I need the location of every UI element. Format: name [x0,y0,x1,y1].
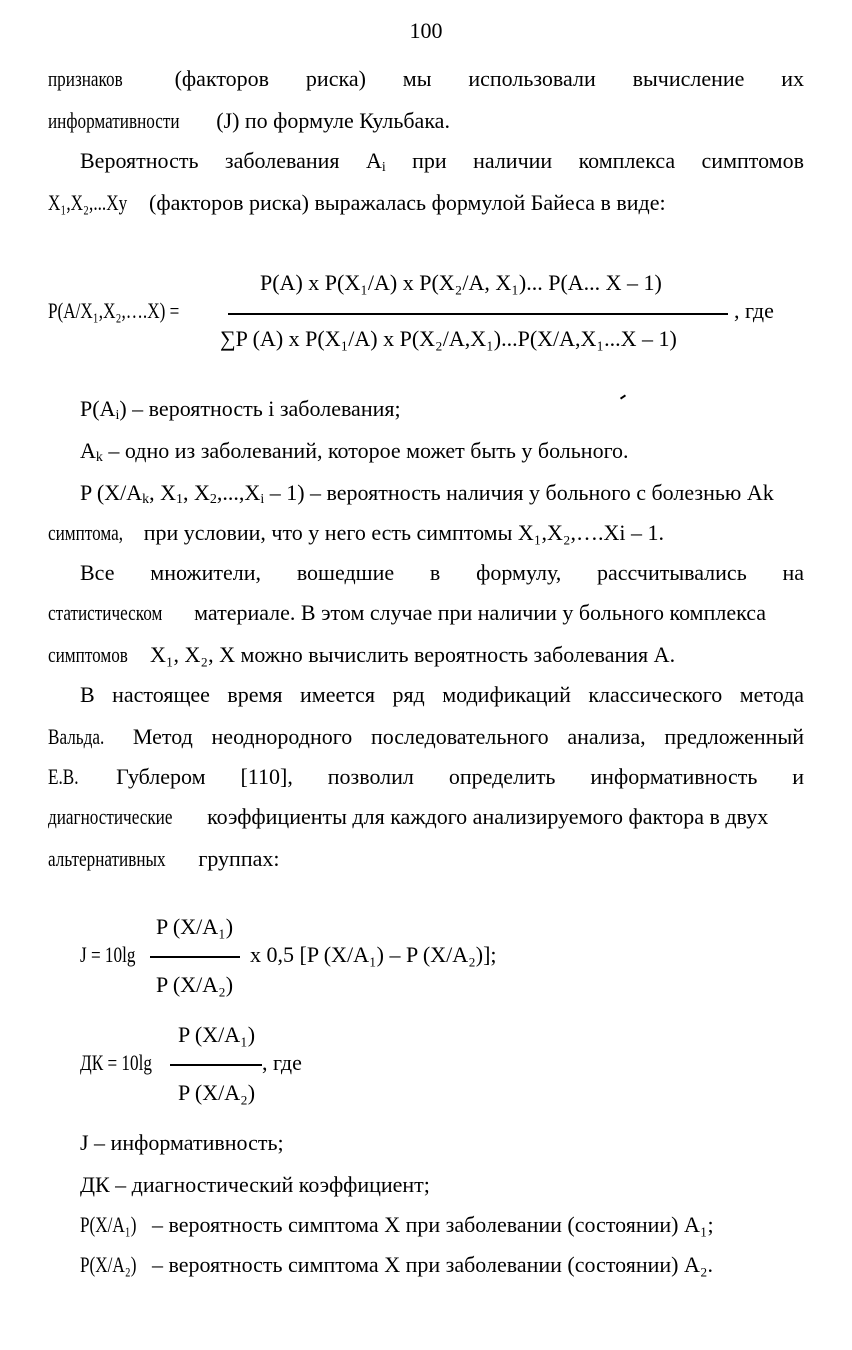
text-word: вошедшие [296,560,395,585]
text-word: заболевания [224,148,340,173]
formula-text: J = 10lg [80,942,136,967]
paragraph4-line2 [48,722,804,752]
text-word: метода [739,682,805,707]
text-word: рассчитывались [597,560,747,585]
text-word: мы [402,66,432,91]
text-word: вычисление [632,66,745,91]
text-word: ряд [392,682,425,707]
text-word: симптома, [48,520,124,545]
text-word: альтернативных [48,846,166,871]
subscript: i [381,160,386,175]
text-word: и [792,764,805,789]
text-word: симптомов [48,642,128,667]
text-word: последовательного [370,724,549,749]
text-word: определить [448,764,556,789]
text-word: формулу, [476,560,562,585]
bayes-fraction-line [228,313,728,315]
text-word: Е.В. [48,764,79,789]
paragraph2-line2 [48,188,804,218]
text-word: множители, [150,560,262,585]
def-pai [80,394,804,424]
text-word: риска) [305,66,366,91]
text-word: X₁,X₂,...Xy [48,190,128,215]
def-dk: ДК – диагностический коэффициент; [80,1172,430,1197]
text-word: Гублером [116,764,206,789]
text-word: при [412,148,447,173]
text-word: их [781,66,805,91]
text-span: ,...,X [216,480,261,505]
formula-j-denominator: P (X/A₂) [156,972,234,997]
def-pxa-line1 [80,478,804,508]
text-word: настоящее [112,682,210,707]
text-span: материале. В этом случае при наличии у больного комплекса [188,600,767,625]
text-word: комплекса [578,148,676,173]
formula-text: P(A/X₁,X₂,….X) = [48,298,180,323]
text-word: (факторов [174,66,270,91]
text-word: в [429,560,441,585]
text-word: анализа, [567,724,646,749]
text-word: неоднородного [211,724,353,749]
formula-j-lhs [80,940,145,970]
text-word: имеется [300,682,375,707]
subscript: 1 [176,492,184,507]
text-span: группах: [192,846,280,871]
def-pxa2 [80,1250,804,1280]
bayes-suffix: , где [734,298,774,323]
text-word: Вальда. [48,724,105,749]
paragraph3-line1 [80,558,804,588]
text-word: симптомов [701,148,804,173]
text-span: P (X/A [80,480,143,505]
paragraph4-line5 [48,844,804,874]
text-word [366,148,386,173]
text-word: [110], [240,764,293,789]
text-word: время [227,682,283,707]
formula-dk-numerator: P (X/A₁) [178,1022,256,1047]
paragraph4-line1 [80,680,804,710]
text-word: информативность [590,764,758,789]
def-j: J – информативность; [80,1130,284,1155]
formula-j-numerator: P (X/A₁) [156,914,234,939]
paragraph4-line4 [48,802,804,832]
text-span: (факторов риска) выражалась формулой Байеса в виде: [143,190,666,215]
subscript: 2 [209,492,217,507]
text-span: ) – вероятность i заболевания; [119,396,401,421]
formula-text: ДК = 10lg [80,1050,152,1075]
text-word: позволил [327,764,414,789]
paragraph2-line1 [80,146,804,176]
text-span: A [80,438,96,463]
text-word: В [80,682,95,707]
text-word: предложенный [664,724,804,749]
text-word: использовали [468,66,596,91]
formula-j-rest: x 0,5 [P (X/A₁) – P (X/A₂)]; [250,942,497,967]
paragraph3-line2 [48,598,804,628]
subscript: i [260,492,265,507]
paragraph1-line1 [48,64,804,94]
formula-dk-denominator: P (X/A₂) [178,1080,256,1105]
text-span: – одно из заболеваний, которое может быть у больного. [102,438,629,463]
paragraph3-line3 [48,640,804,670]
text-span: – 1) – вероятность наличия у больного с болезнью Ak [264,480,774,505]
text-word: информативности [48,108,180,133]
bayes-denominator: ∑P (A) x P(X₁/A) x P(X₂/A,X₁)...P(X/A,X₁...X – 1) [220,326,677,351]
formula-dk-fraction-line [170,1064,262,1066]
def-pxa-line2 [48,518,804,548]
text-span: при условии, что у него есть симптомы X₁,X₂,….Xi – 1. [138,520,664,545]
subscript: k [95,450,103,465]
text-word: на [782,560,805,585]
text-word: P(X/A₂) [80,1252,137,1277]
text-span: коэффициенты для каждого анализируемого фактора в двух [201,804,769,829]
symbol-a: A [365,148,382,173]
def-pxa1 [80,1210,804,1240]
text-span: , X [149,480,177,505]
text-word: статистическом [48,600,163,625]
page-number: 100 [409,18,443,43]
paragraph4-line3 [48,762,804,792]
text-word: Все [80,560,115,585]
text-span: – вероятность симптома X при заболевании (состоянии) A₁; [146,1212,714,1237]
text-span: – вероятность симптома X при заболевании (состоянии) A₂. [146,1252,714,1277]
subscript: i [115,408,120,423]
paragraph1-line2 [48,106,804,136]
text-word: наличии [473,148,553,173]
text-word: признаков [48,66,123,91]
text-span: P(A [80,396,116,421]
formula-j-fraction-line [150,956,240,958]
text-word: модификаций [442,682,571,707]
text-word: Метод [132,724,193,749]
text-span: (J) по формуле Кульбака. [210,108,450,133]
formula-dk-lhs [80,1048,166,1078]
text-span: X₁, X₂, X можно вычислить вероятность заболевания A. [144,642,676,667]
text-word: Вероятность [80,148,199,173]
text-word: классического [588,682,723,707]
formula-dk-rest: , где [262,1050,302,1075]
text-span: , X [183,480,210,505]
text-word: P(X/A₁) [80,1212,137,1237]
def-ak [80,436,804,466]
subscript: k [142,492,150,507]
bayes-lhs [48,296,210,326]
bayes-numerator: P(A) x P(X₁/A) x P(X₂/A, X₁)... P(A... X – 1) [260,270,662,295]
text-word: диагностические [48,804,173,829]
